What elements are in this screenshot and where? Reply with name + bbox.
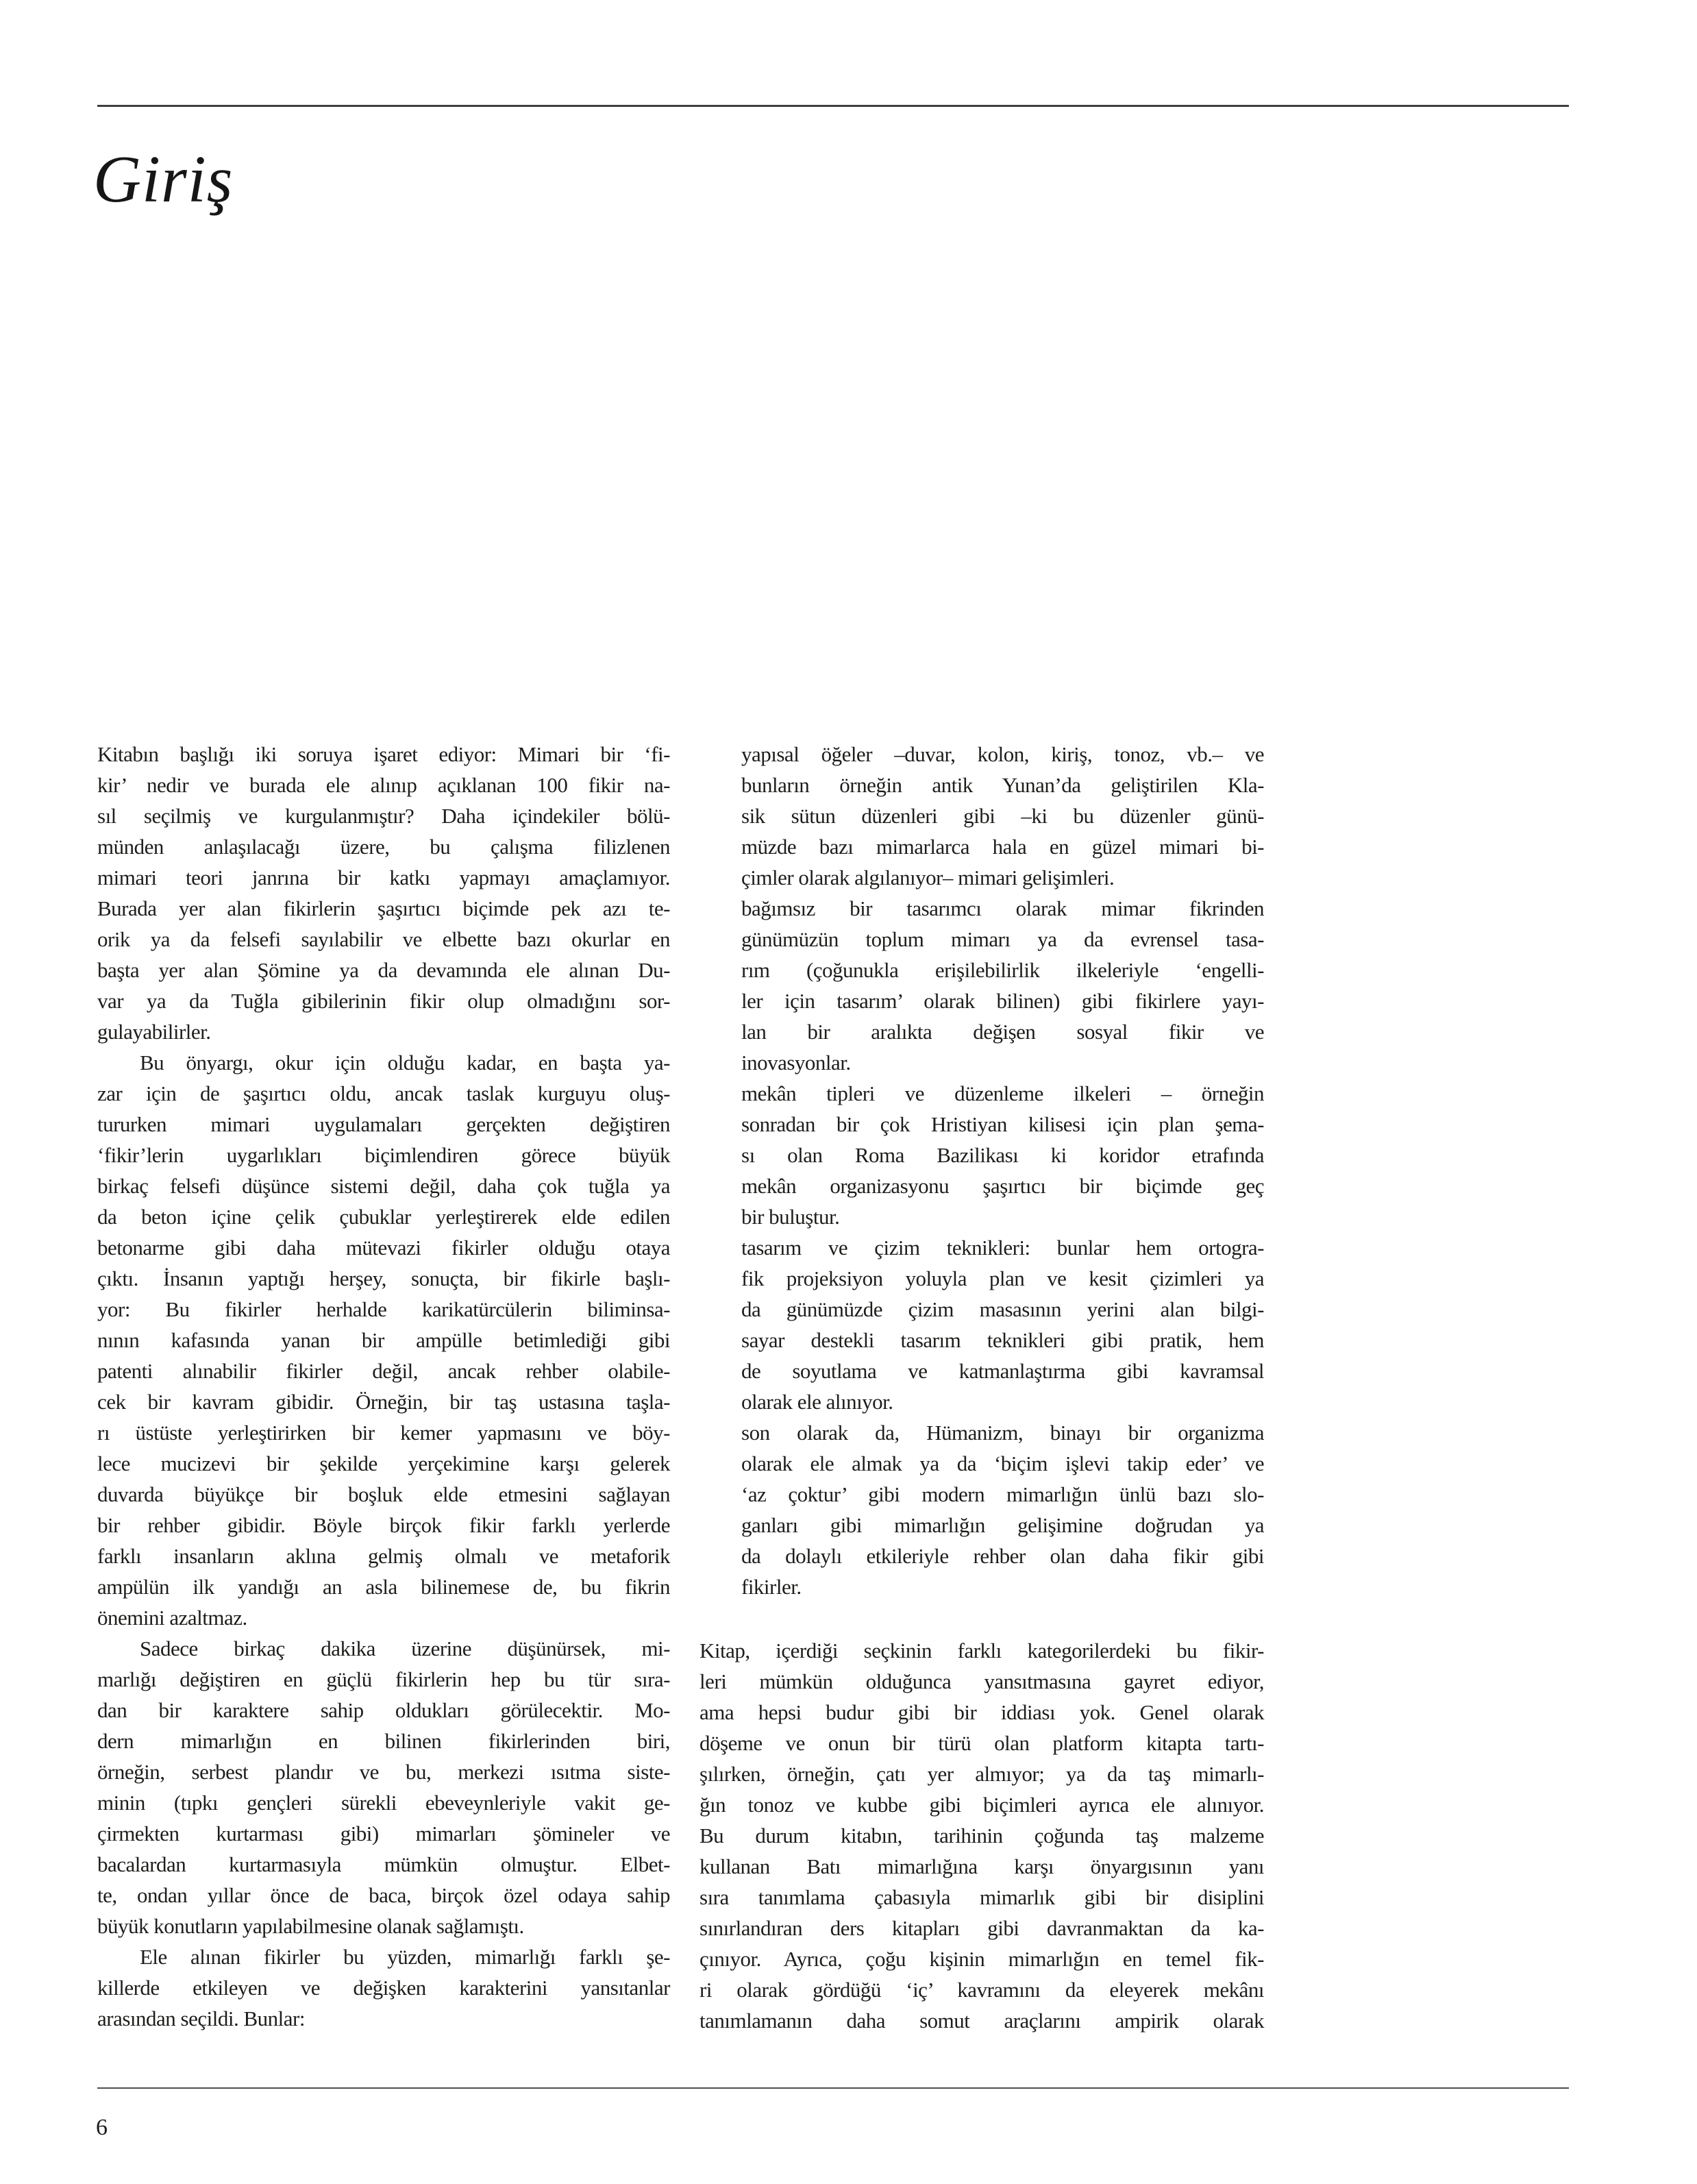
text-line: yapısal öğeler –duvar, kolon, kiriş, tonoz, vb.– ve — [741, 742, 1264, 766]
text-line: kullanan Batı mimarlığına karşı önyargısının yanı — [699, 1854, 1264, 1878]
bullet-item — [699, 893, 1264, 1078]
text-line: günümüzün toplum mimarı ya da evrensel tasa- — [741, 927, 1264, 951]
text-line: orik ya da felsefi sayılabilir ve elbette bazı okurlar en — [97, 927, 670, 951]
text-line: da dolaylı etkileriyle rehber olan daha fikir gibi — [741, 1544, 1264, 1568]
text-line: sıra tanımlama çabasıyla mimarlık gibi bir disiplini — [699, 1885, 1264, 1909]
text-line: lan bir aralıkta değişen sosyal fikir ve — [741, 1020, 1264, 1044]
text-line: Burada yer alan fikirlerin şaşırtıcı biçimde pek azı te- — [97, 896, 670, 920]
text-line: ampülün ilk yandığı an asla bilinemese de, bu fikrin — [97, 1575, 670, 1599]
page-title: Giriş — [93, 143, 234, 216]
text-line: ri olarak gördüğü ‘iç’ kavramını da eleyerek mekânı — [699, 1978, 1264, 2002]
text-line: Bu önyargı, okur için olduğu kadar, en başta ya- — [140, 1051, 670, 1075]
text-line: ganları gibi mimarlığın gelişimine doğrudan ya — [741, 1513, 1264, 1537]
text-line: müzde bazı mimarlarca hala en güzel mimari bi- — [741, 835, 1264, 859]
text-line: minin (tıpkı gençleri sürekli ebeveynleriyle vakit ge- — [97, 1791, 670, 1815]
text-line: patenti alınabilir fikirler değil, ancak rehber olabile- — [97, 1359, 670, 1383]
text-line: ‘az çoktur’ gibi modern mimarlığın ünlü bazı slo- — [741, 1482, 1264, 1506]
paragraph — [97, 739, 670, 1047]
bullet-icon — [716, 1417, 736, 1448]
text-line: sik sütun düzenleri gibi –ki bu düzenler günü- — [741, 804, 1264, 828]
bottom-rule — [97, 2087, 1569, 2089]
text-line: zar için de şaşırtıcı oldu, ancak taslak kurguyu oluş- — [97, 1081, 670, 1105]
bullet-item — [699, 1232, 1264, 1417]
text-line: bağımsız bir tasarımcı olarak mimar fikrinden — [741, 896, 1264, 920]
text-line: lece mucizevi bir şekilde yerçekimine karşı gelerek — [97, 1451, 670, 1475]
text-line: ama hepsi budur gibi bir iddiası yok. Genel olarak — [699, 1700, 1264, 1724]
bullet-icon — [716, 893, 736, 924]
text-line: son olarak da, Hümanizm, binayı bir organizma — [741, 1421, 1264, 1445]
text-line: arasından seçildi. Bunlar: — [97, 2007, 305, 2030]
right-column — [699, 739, 1264, 2036]
text-line: da günümüzde çizim masasının yerini alan bilgi- — [741, 1297, 1264, 1321]
text-line: bunların örneğin antik Yunan’da geliştirilen Kla- — [741, 773, 1264, 797]
text-line: bir rehber gibidir. Böyle birçok fikir farklı yerlerde — [97, 1513, 670, 1537]
text-line: ler için tasarım’ olarak bilinen) gibi fikirlere yayı- — [741, 989, 1264, 1013]
bullet-icon — [716, 1232, 736, 1263]
text-line: rı üstüste yerleştirirken bir kemer yapmasını ve böy- — [97, 1421, 670, 1445]
text-line: te, ondan yıllar önce de baca, birçok özel odaya sahip — [97, 1883, 670, 1907]
text-line: mimari teori janrına bir katkı yapmayı amaçlamıyor. — [97, 866, 670, 889]
text-line: sı olan Roma Bazilikası ki koridor etrafında — [741, 1143, 1264, 1167]
text-line: bir buluştur. — [741, 1205, 840, 1229]
text-line: ğın tonoz ve kubbe gibi biçimleri ayrıca ele alınıyor. — [699, 1793, 1264, 1817]
text-line: Sadece birkaç dakika üzerine düşünürsek, mi- — [140, 1636, 670, 1660]
top-rule — [97, 105, 1569, 107]
left-column — [97, 739, 670, 2034]
bullet-icon — [716, 1078, 736, 1109]
text-line: marlığı değiştiren en güçlü fikirlerin hep bu tür sıra- — [97, 1667, 670, 1691]
text-line: olarak ele almak ya da ‘biçim işlevi takip eder’ ve — [741, 1451, 1264, 1475]
text-line: nının kafasında yanan bir ampülle betimlediği gibi — [97, 1328, 670, 1352]
text-line: münden anlaşılacağı üzere, bu çalışma filizlenen — [97, 835, 670, 859]
text-line: leri mümkün olduğunca yansıtmasına gayret ediyor, — [699, 1669, 1264, 1693]
text-line: fikirler. — [741, 1575, 802, 1599]
text-line: olarak ele alınıyor. — [741, 1390, 893, 1414]
text-line: Kitabın başlığı iki soruya işaret ediyor: Mimari bir ‘fi- — [97, 742, 670, 766]
text-line: gulayabilirler. — [97, 1020, 211, 1044]
text-line: bacalardan kurtarmasıyla mümkün olmuştur. Elbet- — [97, 1852, 670, 1876]
text-line: de soyutlama ve katmanlaştırma gibi kavramsal — [741, 1359, 1264, 1383]
text-line: kir’ nedir ve burada ele alınıp açıklanan 100 fikir na- — [97, 773, 670, 797]
text-line: çıktı. İnsanın yaptığı herşey, sonuçta, bir fikirle başlı- — [97, 1266, 670, 1290]
text-line: örneğin, serbest plandır ve bu, merkezi ısıtma siste- — [97, 1760, 670, 1784]
text-line: başta yer alan Şömine ya da devamında ele alınan Du- — [97, 958, 670, 982]
text-line: mekân organizasyonu şaşırtıcı bir biçimde geç — [741, 1174, 1264, 1198]
paragraph — [97, 1941, 670, 2034]
text-line: fik projeksiyon yoluyla plan ve kesit çizimleri ya — [741, 1266, 1264, 1290]
text-line: Ele alınan fikirler bu yüzden, mimarlığı farklı şe- — [140, 1945, 670, 1969]
text-line: büyük konutların yapılabilmesine olanak sağlamıştı. — [97, 1914, 524, 1938]
text-line: çirmekten kurtarması gibi) mimarları şömineler ve — [97, 1821, 670, 1845]
text-line: ‘fikir’lerin uygarlıkları biçimlendiren görece büyük — [97, 1143, 670, 1167]
text-line: birkaç felsefi düşünce sistemi değil, daha çok tuğla ya — [97, 1174, 670, 1198]
text-line: sınırlandıran ders kitapları gibi davranmaktan da ka- — [699, 1916, 1264, 1940]
text-line: tasarım ve çizim teknikleri: bunlar hem ortogra- — [741, 1236, 1264, 1260]
text-line: yor: Bu fikirler herhalde karikatürcülerin biliminsa- — [97, 1297, 670, 1321]
bullet-item — [699, 739, 1264, 893]
text-line: betonarme gibi daha mütevazi fikirler olduğu otaya — [97, 1236, 670, 1260]
text-line: dern mimarlığın en bilinen fikirlerinden biri, — [97, 1729, 670, 1753]
text-line: Kitap, içerdiği seçkinin farklı kategorilerdeki bu fikir- — [699, 1639, 1264, 1662]
text-line: dan bir karaktere sahip oldukları görülecektir. Mo- — [97, 1698, 670, 1722]
text-line: var ya da Tuğla gibilerinin fikir olup olmadığını sor- — [97, 989, 670, 1013]
text-line: mekân tipleri ve düzenleme ilkeleri – örneğin — [741, 1081, 1264, 1105]
bullet-item — [699, 1417, 1264, 1602]
text-line: cek bir kavram gibidir. Örneğin, bir taş ustasına taşla- — [97, 1390, 670, 1414]
text-line: Bu durum kitabın, tarihinin çoğunda taş malzeme — [699, 1824, 1264, 1848]
text-line: çınıyor. Ayrıca, çoğu kişinin mimarlığın en temel fik- — [699, 1947, 1264, 1971]
closing-paragraph — [699, 1635, 1264, 2036]
text-line: duvarda büyükçe bir boşluk elde etmesini sağlayan — [97, 1482, 670, 1506]
text-line: inovasyonlar. — [741, 1051, 851, 1075]
text-line: killerde etkileyen ve değişken karakterini yansıtanlar — [97, 1976, 670, 2000]
text-line: önemini azaltmaz. — [97, 1606, 247, 1630]
text-line: sıl seçilmiş ve kurgulanmıştır? Daha içindekiler bölü- — [97, 804, 670, 828]
text-line: çimler olarak algılanıyor– mimari gelişimleri. — [741, 866, 1115, 889]
text-line: sonradan bir çok Hristiyan kilisesi için plan şema- — [741, 1112, 1264, 1136]
text-line: da beton içine çelik çubuklar yerleştirerek elde edilen — [97, 1205, 670, 1229]
text-line: rım (çoğunukla erişilebilirlik ilkeleriyle ‘engelli- — [741, 958, 1264, 982]
bullet-item — [699, 1078, 1264, 1232]
text-line: şılırken, örneğin, çatı yer almıyor; ya da taş mimarlı- — [699, 1762, 1264, 1786]
text-line: döşeme ve onun bir türü olan platform kitapta tartı- — [699, 1731, 1264, 1755]
page-number: 6 — [96, 2115, 108, 2140]
text-line: tanımlamanın daha somut araçlarını ampirik olarak — [699, 2009, 1264, 2033]
text-line: tururken mimari uygulamaları gerçekten değiştiren — [97, 1112, 670, 1136]
bullet-icon — [716, 739, 736, 770]
paragraph — [97, 1633, 670, 1941]
text-line: farklı insanların aklına gelmiş olmalı ve metaforik — [97, 1544, 670, 1568]
text-line: sayar destekli tasarım teknikleri gibi pratik, hem — [741, 1328, 1264, 1352]
paragraph — [97, 1047, 670, 1633]
